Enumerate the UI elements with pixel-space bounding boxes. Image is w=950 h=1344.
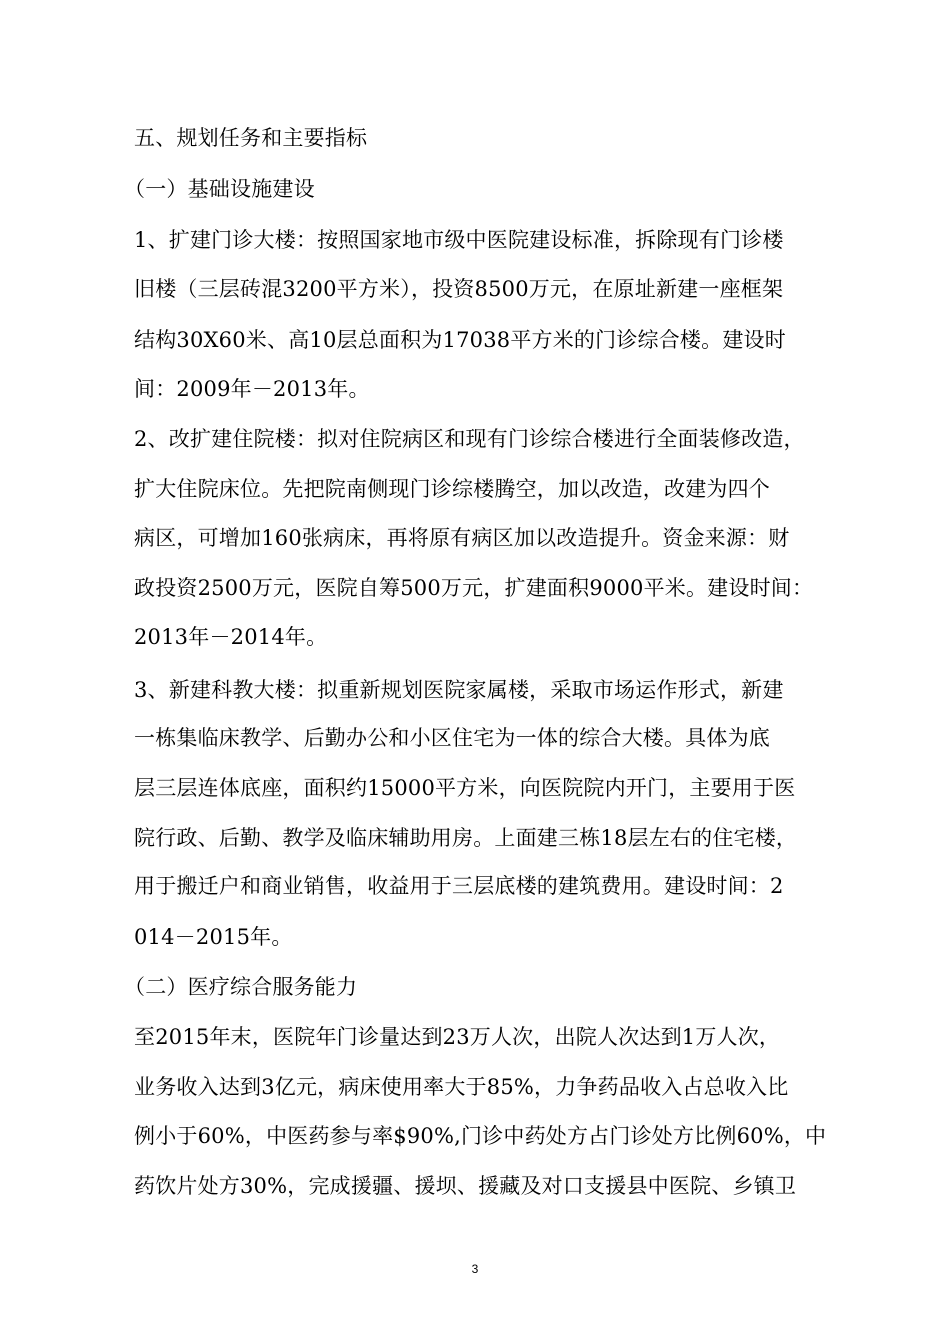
paragraph-line: 层三层连体底座，面积约15000平方米，向医院院内开门，主要用于医 <box>134 776 796 800</box>
subsection-heading-1: （一）基础设施建设 <box>124 177 315 201</box>
paragraph-line: 014－2015年。 <box>134 925 293 949</box>
paragraph-line: 例小于60%，中医药参与率$90%,门诊中药处方占门诊处方比例60%，中 <box>134 1124 827 1148</box>
paragraph-line: 2013年－2014年。 <box>134 625 328 649</box>
paragraph-line: 至2015年末，医院年门诊量达到23万人次，出院人次达到1万人次， <box>134 1025 781 1049</box>
section-heading-5: 五、规划任务和主要指标 <box>134 126 368 150</box>
paragraph-line: 间：2009年－2013年。 <box>134 377 370 401</box>
paragraph-line: 用于搬迁户和商业销售，收益用于三层底楼的建筑费用。建设时间：2 <box>134 874 784 898</box>
page-number: 3 <box>471 1262 479 1276</box>
paragraph-line: 旧楼（三层砖混3200平方米），投资8500万元，在原址新建一座框架 <box>134 277 784 301</box>
paragraph-line: 业务收入达到3亿元，病床使用率大于85%，力争药品收入占总收入比 <box>134 1075 789 1099</box>
paragraph-line: 3、新建科教大楼：拟重新规划医院家属楼，采取市场运作形式，新建 <box>134 678 784 702</box>
paragraph-line: 扩大住院床位。先把院南侧现门诊综楼腾空，加以改造，改建为四个 <box>134 477 770 501</box>
paragraph-line: 病区，可增加160张病床，再将原有病区加以改造提升。资金来源：财 <box>134 526 790 550</box>
subsection-heading-2: （二）医疗综合服务能力 <box>124 975 358 999</box>
paragraph-line: 1、扩建门诊大楼：按照国家地市级中医院建设标准，拆除现有门诊楼 <box>134 228 784 252</box>
paragraph-line: 院行政、后勤、教学及临床辅助用房。上面建三栋18层左右的住宅楼， <box>134 826 798 850</box>
paragraph-line: 药饮片处方30%，完成援疆、援坝、援藏及对口支援县中医院、乡镇卫 <box>134 1174 797 1198</box>
paragraph-line: 政投资2500万元，医院自筹500万元，扩建面积9000平米。建设时间： <box>134 576 814 600</box>
paragraph-line: 2、改扩建住院楼：拟对住院病区和现有门诊综合楼进行全面装修改造， <box>134 427 805 451</box>
paragraph-line: 一栋集临床教学、后勤办公和小区住宅为一体的综合大楼。具体为底 <box>134 726 770 750</box>
paragraph-line: 结构30X60米、高10层总面积为17038平方米的门诊综合楼。建设时 <box>134 328 786 352</box>
